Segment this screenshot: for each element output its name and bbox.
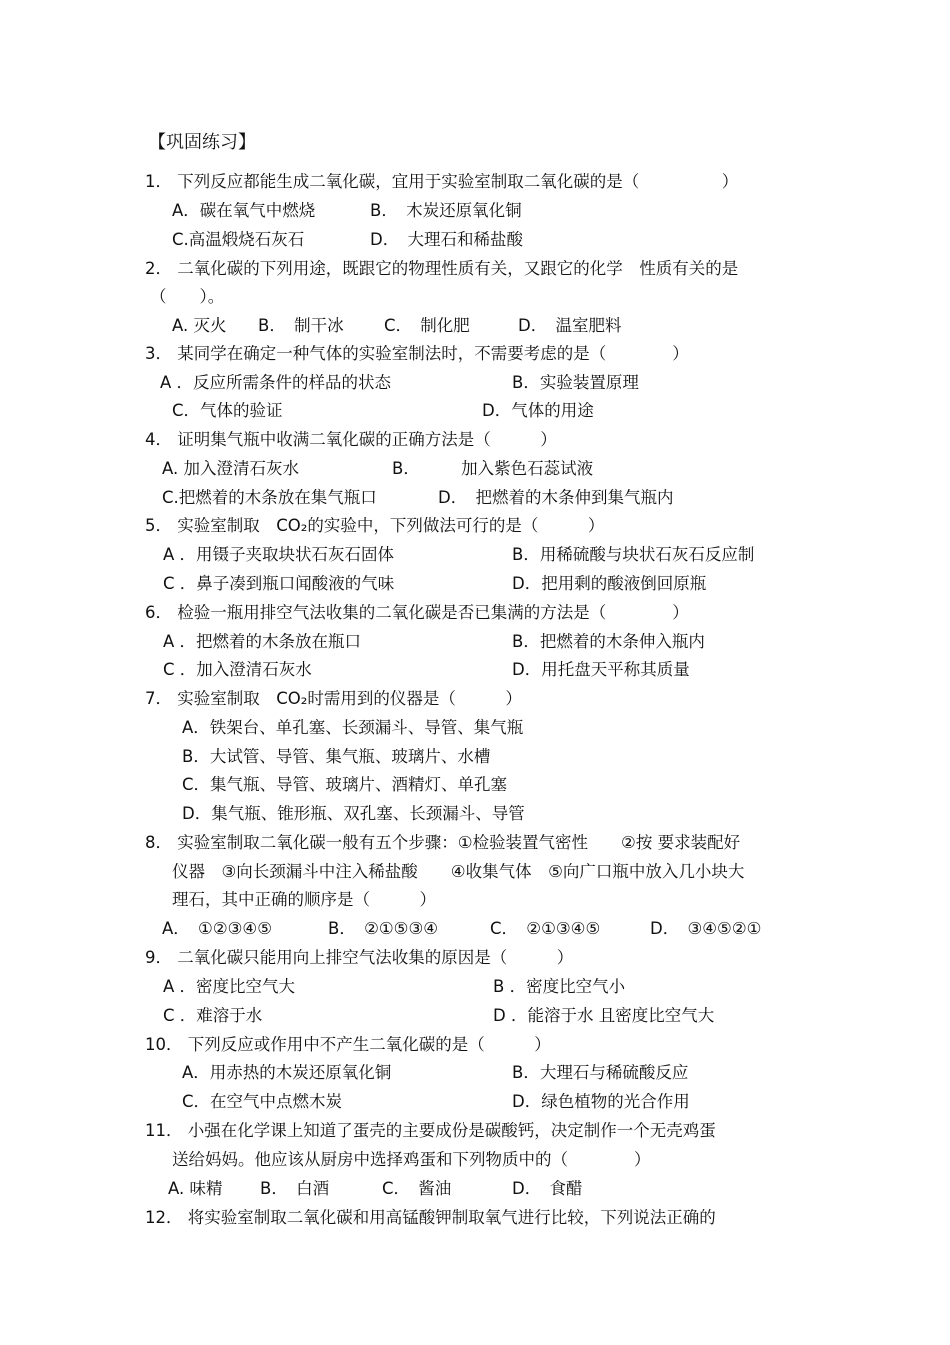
question-7-option-d: D．集气瓶、锥形瓶、双孔塞、长颈漏斗、导管 <box>182 804 525 823</box>
question-4-stem: 4． 证明集气瓶中收满二氧化碳的正确方法是（ ） <box>145 430 557 449</box>
question-4-option-d: D． 把燃着的木条伸到集气瓶内 <box>438 488 674 507</box>
question-6-option-a: A ．把燃着的木条放在瓶口 <box>163 632 362 651</box>
question-5-option-a: A ．用镊子夹取块状石灰石固体 <box>163 545 395 564</box>
question-8-stem-line-3: 理石，其中正确的顺序是（ ） <box>172 890 436 909</box>
question-11-option-c: C． 酱油 <box>382 1179 452 1198</box>
question-3-option-d: D．气体的用途 <box>482 401 594 420</box>
question-11-option-d: D． 食醋 <box>512 1179 583 1198</box>
question-2-option-a: A. 灭火 <box>172 316 227 335</box>
question-5-option-c: C ．鼻子凑到瓶口闻酸液的气味 <box>163 574 395 593</box>
question-6-stem: 6． 检验一瓶用排空气法收集的二氧化碳是否已集满的方法是（ ） <box>145 603 689 622</box>
question-11-stem-line-2: 送给妈妈。他应该从厨房中选择鸡蛋和下列物质中的（ ） <box>172 1150 651 1169</box>
question-6-option-b: B．把燃着的木条伸入瓶内 <box>512 632 705 651</box>
question-8-option-d: D． ③④⑤②① <box>650 919 762 938</box>
question-8-option-a: A． ①②③④⑤ <box>162 919 272 938</box>
question-4-option-c: C.把燃着的木条放在集气瓶口 <box>162 488 377 507</box>
question-10-option-b: B．大理石与稀硫酸反应 <box>512 1063 689 1082</box>
page-title: 【巩固练习】 <box>148 132 256 153</box>
question-6-option-d: D．用托盘天平称其质量 <box>512 660 690 679</box>
question-3-option-b: B．实验装置原理 <box>512 373 639 392</box>
question-9-option-b: B ．密度比空气小 <box>493 977 626 996</box>
question-6-option-c: C ．加入澄清石灰水 <box>163 660 312 679</box>
question-3-option-c: C．气体的验证 <box>172 401 283 420</box>
question-7-option-b: B．大试管、导管、集气瓶、玻璃片、水槽 <box>182 747 491 766</box>
question-11-option-a: A. 味精 <box>168 1179 223 1198</box>
question-2-option-c: C． 制化肥 <box>384 316 470 335</box>
question-7-option-c: C．集气瓶、导管、玻璃片、酒精灯、单孔塞 <box>182 775 508 794</box>
question-10-option-d: D．绿色植物的光合作用 <box>512 1092 690 1111</box>
question-10-option-c: C．在空气中点燃木炭 <box>182 1092 343 1111</box>
question-8-option-b: B． ②①⑤③④ <box>328 919 439 938</box>
question-7-option-a: A．铁架台、单孔塞、长颈漏斗、导管、集气瓶 <box>182 718 524 737</box>
question-1-option-d: D． 大理石和稀盐酸 <box>370 230 523 249</box>
question-9-option-a: A ．密度比空气大 <box>163 977 296 996</box>
question-2-option-d: D． 温室肥料 <box>518 316 622 335</box>
question-9-option-d: D ．能溶于水 且密度比空气大 <box>493 1006 715 1025</box>
question-1-option-c: C.高温煅烧石灰石 <box>172 230 305 249</box>
question-8-option-c: C． ②①③④⑤ <box>490 919 601 938</box>
question-10-stem: 10． 下列反应或作用中不产生二氧化碳的是（ ） <box>145 1035 551 1054</box>
question-12-stem: 12． 将实验室制取二氧化碳和用高锰酸钾制取氧气进行比较，下列说法正确的 <box>145 1208 716 1227</box>
question-4-option-b: B． 加入紫色石蕊试液 <box>392 459 594 478</box>
question-5-option-b: B．用稀硫酸与块状石灰石反应制 <box>512 545 755 564</box>
question-2-option-b: B． 制干冰 <box>258 316 344 335</box>
question-9-stem: 9． 二氧化碳只能用向上排空气法收集的原因是（ ） <box>145 948 574 967</box>
question-3-option-a: A ．反应所需条件的样品的状态 <box>160 373 392 392</box>
question-7-stem: 7． 实验室制取 CO₂时需用到的仪器是（ ） <box>145 689 522 708</box>
question-5-stem: 5． 实验室制取 CO₂的实验中，下列做法可行的是（ ） <box>145 516 605 535</box>
question-10-option-a: A．用赤热的木炭还原氧化铜 <box>182 1063 392 1082</box>
question-1-option-b: B． 木炭还原氧化铜 <box>370 201 522 220</box>
question-11-option-b: B． 白酒 <box>260 1179 330 1198</box>
question-1-stem: 1． 下列反应都能生成二氧化碳，宜用于实验室制取二氧化碳的是（ ） <box>145 172 739 191</box>
question-5-option-d: D．把用剩的酸液倒回原瓶 <box>512 574 707 593</box>
question-8-stem-line-2: 仪器 ③向长颈漏斗中注入稀盐酸 ④收集气体 ⑤向广口瓶中放入几小块大 <box>172 862 745 881</box>
question-1-option-a: A．碳在氧气中燃烧 <box>172 201 316 220</box>
question-8-stem-line-1: 8． 实验室制取二氧化碳一般有五个步骤：①检验装置气密性 ②按 要求装配好 <box>145 833 741 852</box>
question-9-option-c: C ．难溶于水 <box>163 1006 263 1025</box>
question-4-option-a: A. 加入澄清石灰水 <box>162 459 299 478</box>
question-3-stem: 3． 某同学在确定一种气体的实验室制法时，不需要考虑的是（ ） <box>145 344 689 363</box>
question-2-stem-line-1: 2． 二氧化碳的下列用途，既跟它的物理性质有关，又跟它的化学 性质有关的是 <box>145 259 739 278</box>
question-11-stem-line-1: 11． 小强在化学课上知道了蛋壳的主要成份是碳酸钙，决定制作一个无壳鸡蛋 <box>145 1121 716 1140</box>
question-2-stem-line-2: （ ）。 <box>150 287 225 306</box>
